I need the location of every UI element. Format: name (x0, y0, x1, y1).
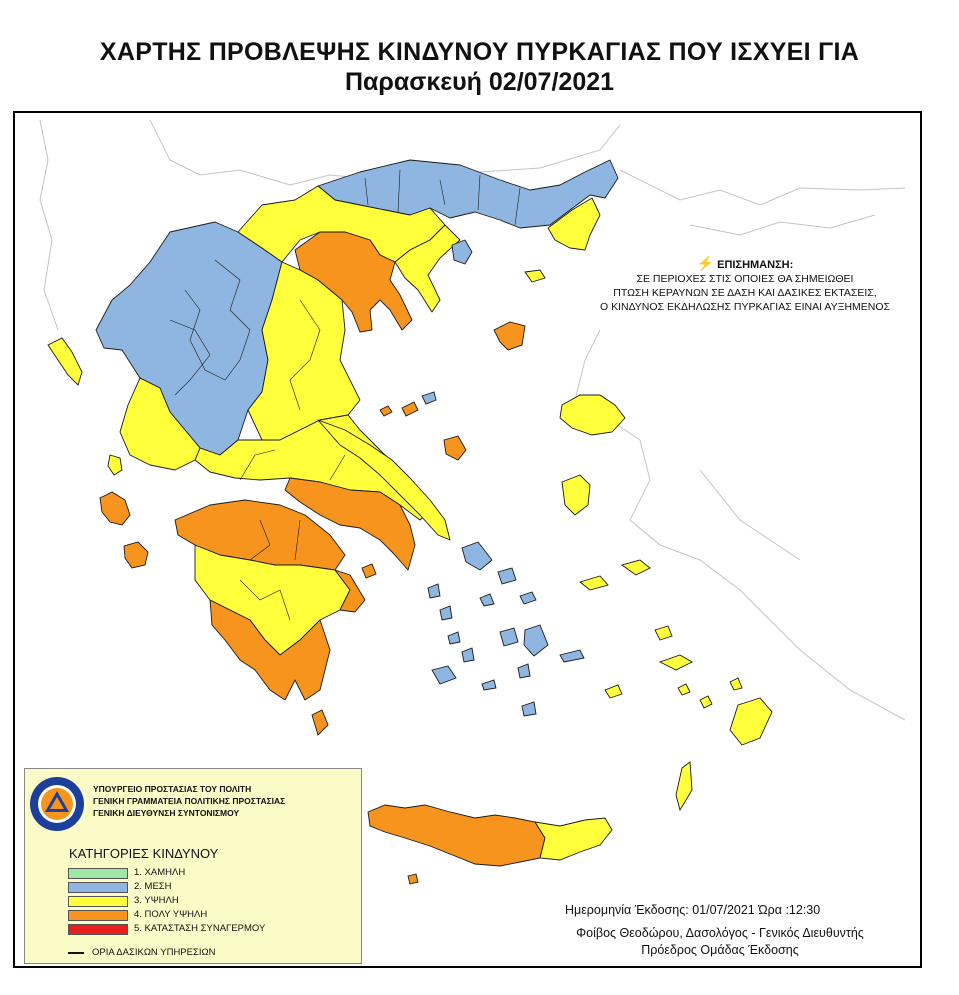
island-naxos (524, 625, 548, 656)
island-corfu (48, 338, 82, 385)
island-kefalonia (100, 492, 130, 525)
notice-heading-row (572, 256, 918, 272)
legend-label: ΟΡΙΑ ΔΑΣΙΚΩΝ ΥΠΗΡΕΣΙΩΝ (92, 947, 216, 958)
island-alonissos (422, 392, 436, 404)
island-skopelos (402, 402, 418, 416)
island-samos (622, 560, 650, 575)
island-lefkada (108, 455, 122, 475)
island-sifnos (462, 648, 474, 662)
island-andros (462, 542, 492, 570)
legend-label: 4. ΠΟΛΥ ΥΨΗΛΗ (134, 909, 208, 920)
island-santorini (522, 702, 536, 716)
island-samothraki (525, 270, 545, 282)
island-kythnos (440, 606, 452, 620)
author-block (520, 925, 920, 959)
island-crete-east (535, 818, 612, 860)
island-chios (562, 475, 590, 515)
legend-swatch (68, 896, 128, 907)
island-folegandros (482, 680, 496, 690)
island-astypalaia (605, 685, 622, 698)
org-line: ΥΠΟΥΡΓΕΙΟ ΠΡΟΣΤΑΣΙΑΣ ΤΟΥ ΠΟΛΙΤΗ (93, 784, 252, 794)
island-amorgos (560, 650, 584, 662)
lightning-bolt-icon: ⚡ (696, 255, 715, 271)
org-line: ΓΕΝΙΚΗ ΔΙΕΥΘΥΝΣΗ ΣΥΝΤΟΝΙΣΜΟΥ (93, 808, 240, 818)
island-symi (730, 678, 742, 690)
island-tinos (498, 568, 516, 584)
island-skyros (444, 436, 466, 460)
island-rhodes (730, 698, 772, 745)
legend-label: 3. ΥΨΗΛΗ (134, 895, 179, 906)
island-ios (518, 664, 530, 678)
boundary-line-swatch (68, 952, 84, 954)
island-karpathos (676, 762, 692, 810)
island-crete-west (368, 805, 545, 866)
legend-swatch (68, 924, 128, 935)
lightning-notice (572, 256, 918, 314)
map-title: ΧΑΡΤΗΣ ΠΡΟΒΛΕΨΗΣ ΚΙΝΔΥΝΟΥ ΠΥΡΚΑΓΙΑΣ ΠΟΥ ΙΣΧΥΕΙ ΓΙΑ (99, 38, 860, 66)
issue-date: Ημερομηνία Έκδοσης: 01/07/2021 Ώρα :12:30 (565, 903, 821, 917)
island-milos (432, 666, 456, 684)
legend-categories-title: ΚΑΤΗΓΟΡΙΕΣ ΚΙΝΔΥΝΟΥ (69, 846, 219, 861)
legend-label: 1. ΧΑΜΗΛΗ (134, 867, 186, 878)
legend-label: 5. ΚΑΤΑΣΤΑΣΗ ΣΥΝΑΓΕΡΜΟΥ (134, 923, 266, 934)
map-date: Παρασκευή 02/07/2021 (344, 68, 615, 96)
legend-label: 2. ΜΕΣΗ (134, 881, 172, 892)
notice-heading: ΕΠΙΣΗΜΑΝΣΗ: (717, 259, 794, 271)
island-mykonos (520, 592, 536, 604)
island-kos (660, 655, 692, 670)
mainland-regions (96, 160, 618, 700)
notice-line: ΣΕ ΠΕΡΙΟΧΕΣ ΣΤΙΣ ΟΠΟΙΕΣ ΘΑ ΣΗΜΕΙΩΘΕΙ (636, 273, 854, 285)
island-lemnos (494, 322, 525, 350)
island-gavdos (408, 874, 418, 884)
legend-box (24, 768, 362, 964)
notice-line: Ο ΚΙΝΔΥΝΟΣ ΕΚΔΗΛΩΣΗΣ ΠΥΡΚΑΓΙΑΣ ΕΙΝΑΙ ΑΥΞΗΜΕΝΟΣ (599, 301, 891, 313)
island-tilos (700, 696, 712, 708)
notice-line: ΠΤΩΣΗ ΚΕΡΑΥΝΩΝ ΣΕ ΔΑΣΗ ΚΑΙ ΔΑΣΙΚΕΣ ΕΚΤΑΣΕΙΣ, (613, 287, 877, 299)
legend-swatch (68, 910, 128, 921)
organization-lines (93, 783, 285, 819)
island-serifos (448, 632, 460, 644)
island-zakynthos (124, 542, 148, 568)
island-thasos (452, 240, 472, 264)
island-aegina (362, 564, 376, 578)
island-lesvos (560, 395, 625, 435)
legend-swatch (68, 868, 128, 879)
author-role: Πρόεδρος Ομάδας Έκδοσης (641, 943, 799, 957)
island-skiathos (380, 406, 392, 416)
civil-protection-seal-logo (29, 776, 85, 832)
island-kalymnos (655, 626, 672, 640)
island-nisyros (678, 684, 690, 695)
island-paros (500, 628, 518, 646)
island-kythira (312, 710, 328, 735)
author-name: Φοίβος Θεοδώρου, Δασολόγος - Γενικός Διευθυντής (576, 926, 864, 940)
island-syros (480, 594, 494, 606)
island-kea (428, 584, 440, 598)
org-line: ΓΕΝΙΚΗ ΓΡΑΜΜΑΤΕΙΑ ΠΟΛΙΤΙΚΗΣ ΠΡΟΣΤΑΣΙΑΣ (93, 796, 286, 806)
island-ikaria (580, 576, 608, 590)
legend-swatch (68, 882, 128, 893)
